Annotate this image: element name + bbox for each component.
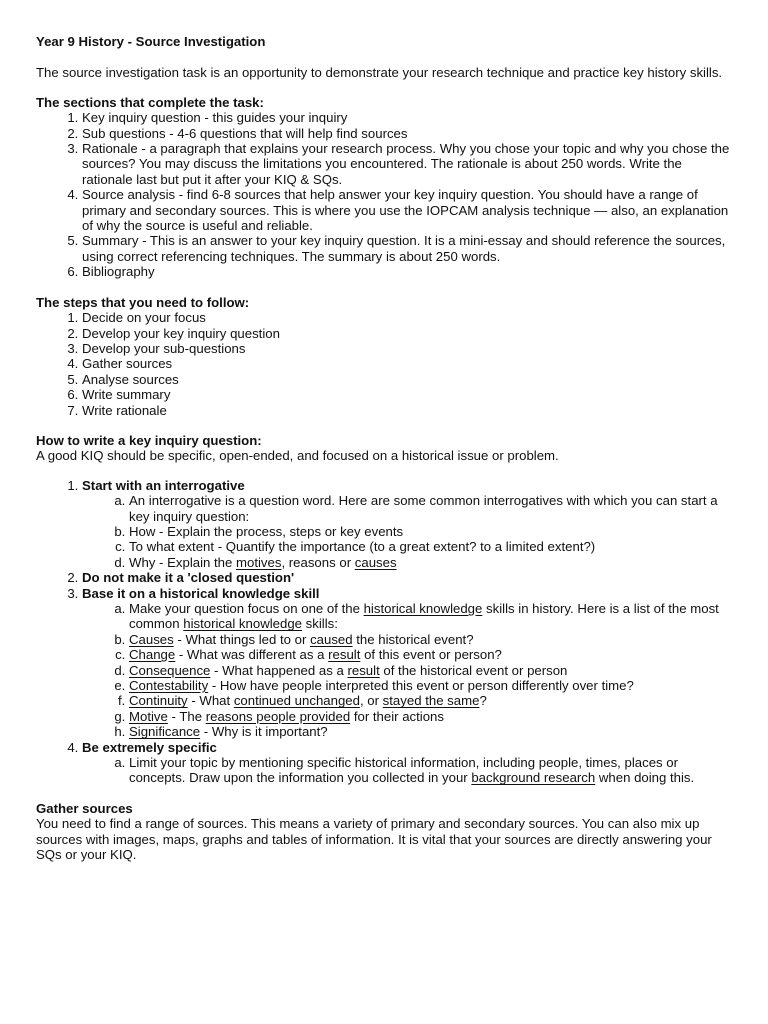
text-run: - Why is it important? xyxy=(200,724,328,740)
link-motives[interactable]: motives xyxy=(236,554,282,570)
link-contestability[interactable]: Contestability xyxy=(129,678,209,694)
link-significance[interactable]: Significance xyxy=(129,724,201,740)
list-item: 4. Source analysis - find 6-8 sources that help answer your key inquiry question. You should have a range of primary and secondary sources. This is where you use the IOPCAM analysis technique — also, an explanation of why the source is useful and reliable. xyxy=(82,187,732,233)
sub-list xyxy=(82,755,732,786)
intro-paragraph: The source investigation task is an opportunity to demonstrate your research technique and practice key history skills. xyxy=(36,65,723,81)
kiq-item-heading: Be extremely specific xyxy=(82,739,217,755)
list-item: 3. Develop your sub-questions xyxy=(82,341,732,356)
list-item xyxy=(129,663,732,678)
list-item xyxy=(129,709,732,724)
text-run: for their actions xyxy=(350,708,444,724)
list-item: 2. Sub questions - 4-6 questions that will help find sources xyxy=(82,126,732,141)
link-result[interactable]: result xyxy=(347,662,380,678)
document-title: Year 9 History - Source Investigation xyxy=(36,34,266,49)
link-causes[interactable]: Causes xyxy=(129,631,174,647)
list-item: 1. Decide on your focus xyxy=(82,310,732,325)
sub-list xyxy=(82,601,732,740)
steps-heading: The steps that you need to follow: xyxy=(36,294,250,310)
text-run: - What was different as a xyxy=(175,647,329,663)
kiq-item-closed-question xyxy=(82,570,732,585)
text-run: - What happened as a xyxy=(210,662,348,678)
link-change[interactable]: Change xyxy=(129,647,176,663)
list-item: 6. Bibliography xyxy=(82,264,732,279)
list-item xyxy=(129,724,732,739)
sections-heading: The sections that complete the task: xyxy=(36,94,264,110)
kiq-item-interrogative xyxy=(82,478,732,570)
list-item xyxy=(129,693,732,708)
kiq-heading: How to write a key inquiry question: xyxy=(36,432,262,448)
gather-sources-block xyxy=(36,801,732,863)
kiq-item-specific xyxy=(82,740,732,786)
text-run: skills: xyxy=(302,616,338,632)
text-run: Why - Explain the xyxy=(129,554,237,570)
list-item: 3. Rationale - a paragraph that explains your research process. Why you chose your topic and why you chose the sources? You may discuss the limitations you encountered. The rationale is about 250 words. Write the rationale last but put it after your KIQ & SQs. xyxy=(82,141,732,187)
kiq-item-knowledge-skill xyxy=(82,586,732,740)
link-continued-unchanged[interactable]: continued unchanged xyxy=(233,693,360,709)
text-run: - How have people interpreted this event or person differently over time? xyxy=(208,678,634,694)
kiq-list xyxy=(36,478,732,786)
link-causes[interactable]: causes xyxy=(354,554,397,570)
list-item: b. How - Explain the process, steps or key events xyxy=(129,524,732,539)
text-run: , reasons or xyxy=(281,554,355,570)
text-run: when doing this. xyxy=(595,770,695,786)
gather-sources-heading: Gather sources xyxy=(36,800,133,816)
list-item: c. To what extent - Quantify the importance (to a great extent? to a limited extent?) xyxy=(129,539,732,554)
steps-list xyxy=(36,310,732,418)
text-run: the historical event? xyxy=(352,631,474,647)
list-item xyxy=(129,678,732,693)
list-item xyxy=(129,755,732,786)
sections-list xyxy=(36,110,732,279)
text-run: - The xyxy=(167,708,206,724)
link-historical-knowledge[interactable]: historical knowledge xyxy=(363,601,483,616)
list-item: 5. Summary - This is an answer to your key inquiry question. It is a mini-essay and should reference the sources, using correct referencing techniques. The summary is about 250 words. xyxy=(82,233,732,264)
text-run: - What things led to or xyxy=(173,631,311,647)
list-item: 4. Gather sources xyxy=(82,356,732,371)
kiq-item-heading: Start with an interrogative xyxy=(82,477,245,493)
link-continuity[interactable]: Continuity xyxy=(129,693,188,709)
gather-sources-text: You need to find a range of sources. This means a variety of primary and secondary sources. You can also mix up sources with images, maps, graphs and tables of information. It is vital that your sources are directly answering your SQs or your KIQ. xyxy=(36,816,712,863)
text-run: - What xyxy=(187,693,234,709)
link-motive[interactable]: Motive xyxy=(129,708,168,724)
link-background-research[interactable]: background research xyxy=(471,770,596,786)
link-caused[interactable]: caused xyxy=(310,631,353,647)
link-reasons-people-provided[interactable]: reasons people provided xyxy=(205,708,351,724)
sections-block xyxy=(36,95,732,280)
list-item xyxy=(129,647,732,662)
text-run: Limit your topic by mentioning specific historical information, including people, times, places or concepts. Draw upon the information you collected in your xyxy=(129,755,679,786)
sub-list xyxy=(82,493,732,570)
link-stayed-the-same[interactable]: stayed the same xyxy=(382,693,480,709)
list-item: 1. Key inquiry question - this guides your inquiry xyxy=(82,110,732,125)
text-run: of the historical event or person xyxy=(379,662,568,678)
list-item: 7. Write rationale xyxy=(82,403,732,418)
link-consequence[interactable]: Consequence xyxy=(129,662,211,678)
list-item xyxy=(129,601,732,632)
text-run: ? xyxy=(479,693,487,709)
list-item: 5. Analyse sources xyxy=(82,372,732,387)
text-run: of this event or person? xyxy=(360,647,502,663)
steps-block xyxy=(36,295,732,418)
link-result[interactable]: result xyxy=(328,647,361,663)
text-run: , or xyxy=(359,693,383,709)
link-historical-knowledge[interactable]: historical knowledge xyxy=(183,616,302,632)
kiq-intro: A good KIQ should be specific, open-ended, and focused on a historical issue or problem. xyxy=(36,448,559,464)
kiq-block xyxy=(36,433,732,786)
kiq-item-heading: Do not make it a 'closed question' xyxy=(82,570,295,586)
text-run: skills in history. Here is a list of the most common xyxy=(129,601,719,632)
text-run: Make your question focus on one of the xyxy=(129,601,364,616)
list-item: a. An interrogative is a question word. Here are some common interrogatives with which you can start a key inquiry question: xyxy=(129,493,732,524)
list-item: 2. Develop your key inquiry question xyxy=(82,326,732,341)
list-item xyxy=(129,632,732,647)
list-item: 6. Write summary xyxy=(82,387,732,402)
list-item xyxy=(129,555,732,570)
kiq-item-heading: Base it on a historical knowledge skill xyxy=(82,585,320,601)
